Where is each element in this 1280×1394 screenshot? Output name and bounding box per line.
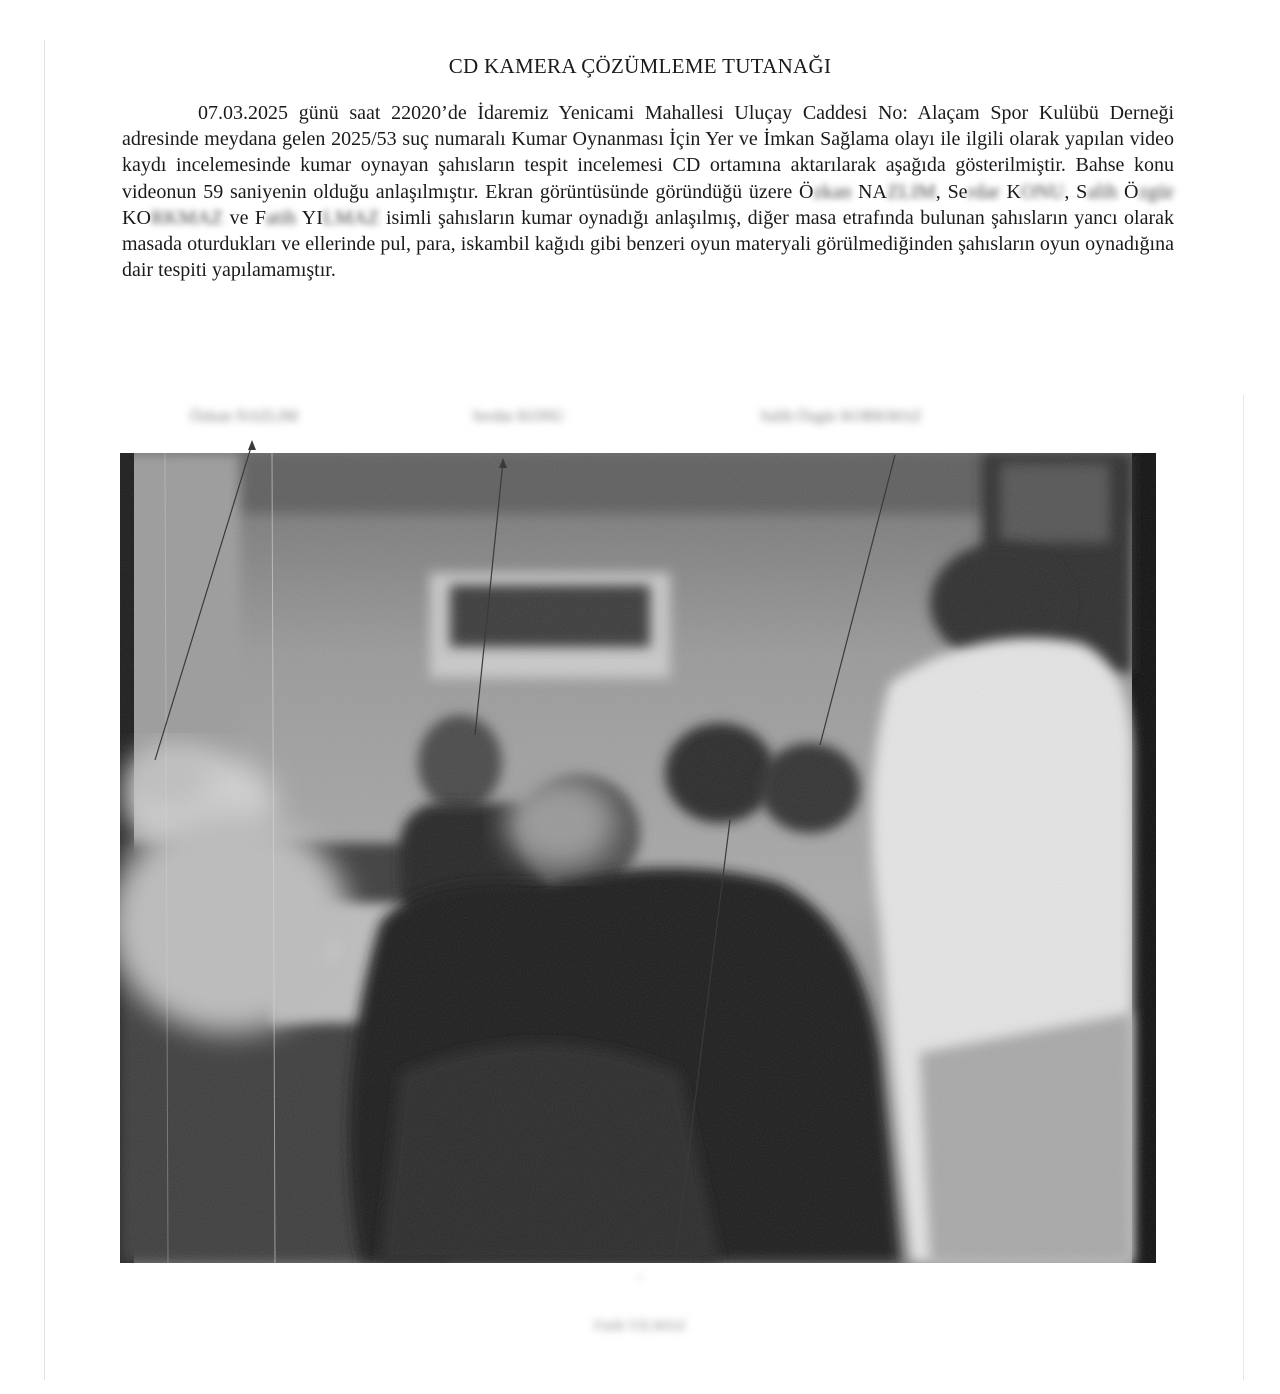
page-edge: [1243, 395, 1244, 1380]
name1-first-visible: Ö: [799, 180, 814, 203]
paragraph-text-1: 07.03.2025 günü saat 22020’de İdaremiz Yenicami Mahallesi Uluçay Caddesi No: Alaçam Spor Kulübü Derneği adresinde meydana gelen 2025/53 suç numaralı Kumar Oynanması İçin Yer ve İmkan Sağlama olayı ile ilgili olarak yapılan video kaydı incelemesinde kumar oynayan şahısların tespit incelemesi CD ortamına aktarılarak aşağıda gösterilmiştir. Bahse konu videonun 59 saniyenin olduğu anlaşılmıştır. Ekran görüntüsünde göründüğü üzere: [122, 102, 1174, 203]
redacted-name: rdar: [967, 180, 1000, 203]
redacted-name: zkan: [813, 180, 852, 203]
name4-last-visible: YI: [301, 206, 323, 229]
name2-first-visible: Se: [947, 180, 968, 203]
camera-scene: [120, 453, 1156, 1263]
photo-caption-marker: -: [637, 1268, 643, 1285]
separator: ,: [935, 180, 948, 203]
redacted-name: alih: [1087, 180, 1118, 203]
photo-name-label: Serdar KONU: [472, 408, 564, 425]
name1-last-visible: NA: [858, 180, 887, 203]
separator: ,: [1064, 180, 1077, 203]
paragraph-text-2: isimli şahısların kumar oynadığı anlaşılmış, diğer masa etrafında bulunan şahısların yancı olarak masada oturdukları ve ellerinde pul, para, iskambil kağıdı gibi benzeri oyun materyali görülmediğinden şahısların oyun oynadığına dair tespiti yapılamamıştır.: [122, 206, 1174, 282]
name3-first-visible: S: [1076, 180, 1088, 203]
name2-last-visible: K: [1006, 180, 1021, 203]
document-title: CD KAMERA ÇÖZÜMLEME TUTANAĞI: [448, 54, 832, 78]
photo-caption-name: Fatih YILMAZ: [593, 1318, 687, 1334]
paragraph-body: [122, 100, 1174, 283]
arrow-head-icon: [248, 440, 256, 450]
redacted-name: atih: [266, 206, 297, 229]
report-paragraph: [122, 100, 1174, 283]
camera-screenshot-photo: [120, 453, 1156, 1263]
page-edge: [44, 40, 45, 1380]
photo-name-label: Özkan NAZLIM: [190, 408, 298, 425]
redacted-name: ZLIM: [886, 180, 936, 203]
name4-first-visible: F: [254, 206, 267, 229]
name3-mid-visible: Ö: [1124, 180, 1139, 203]
redacted-name: RKMAZ: [150, 206, 224, 229]
redacted-name: LMAZ: [322, 206, 380, 229]
separator: ve: [223, 206, 255, 229]
redacted-name: zgür: [1138, 180, 1175, 203]
name3-last-visible: KO: [122, 206, 151, 229]
photo-name-label: Salih Özgür KORKMAZ: [760, 408, 922, 425]
redacted-name: ONU: [1021, 180, 1065, 203]
